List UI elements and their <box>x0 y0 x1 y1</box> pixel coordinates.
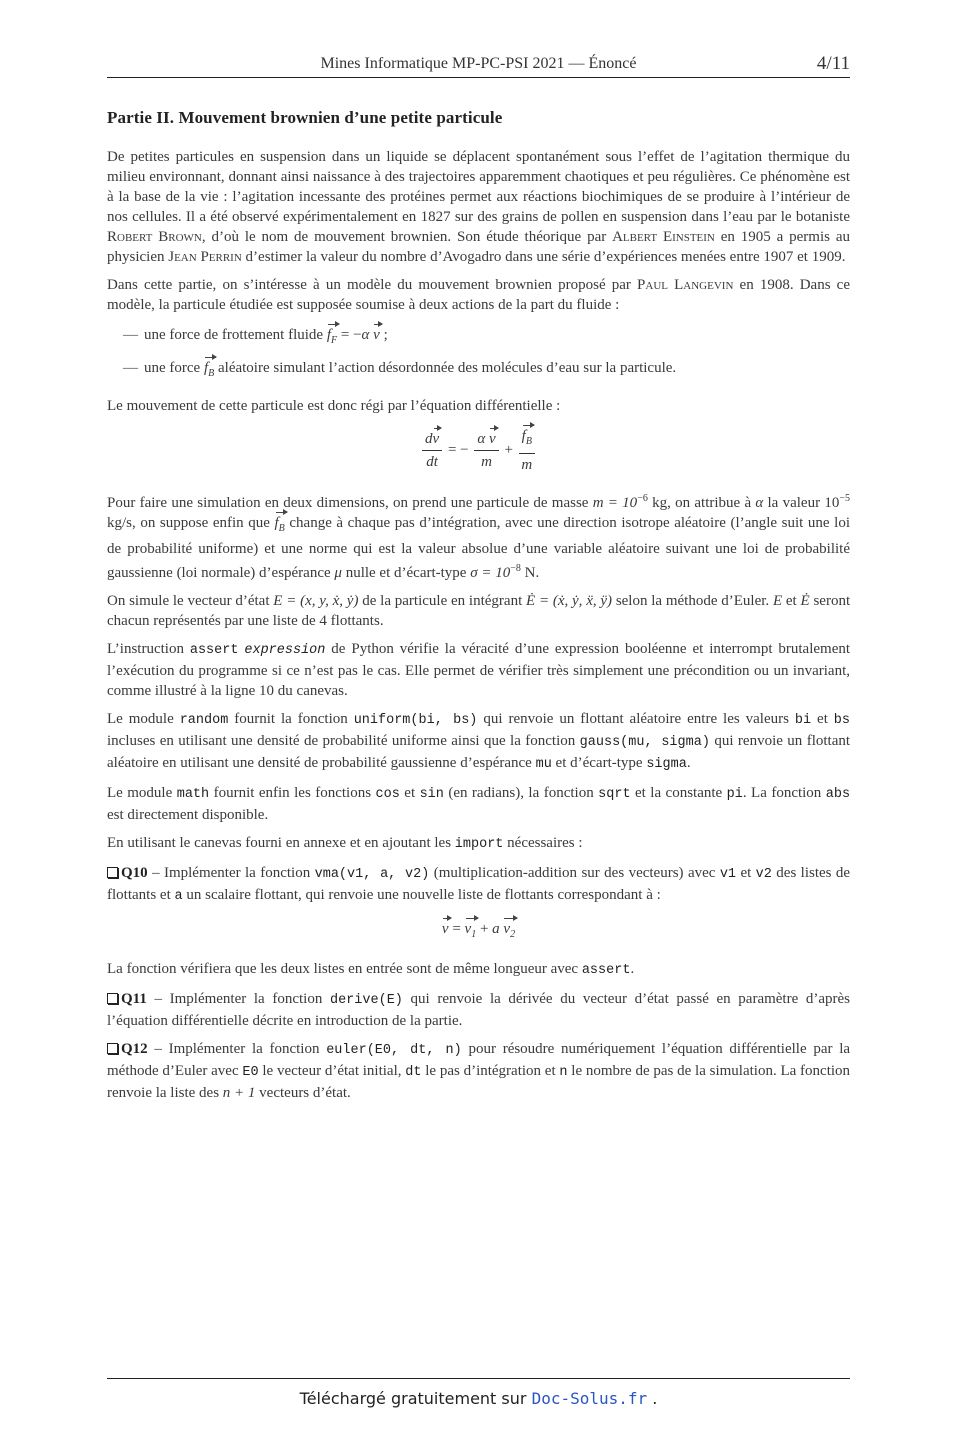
differential-equation: $\frac{dv}{dt}$ = − $\frac{\text{α v}}{m}$ + $\frac{f_B}{m}$ <box>107 426 850 475</box>
page-header <box>107 53 850 78</box>
checkbox-icon <box>107 993 118 1004</box>
checkbox-icon <box>107 1043 118 1054</box>
document-body <box>107 147 850 1111</box>
name-perrin: Jean Perrin <box>168 249 242 265</box>
checkbox-icon <box>107 867 118 878</box>
name-langevin: Paul Langevin <box>637 277 734 293</box>
header-title: Mines Informatique MP-PC-PSI 2021 — Énoncé <box>320 55 637 72</box>
paragraph-random: Le module random fournit la fonction uniform(bi, bs) qui renvoie un flottant aléatoire entre les valeurs bi et bs incluses en utilisant une densité de probabilité uniforme ainsi que la fonction gauss(mu, sigma) qui renvoie un flottant aléatoire en utilisant une densité de probabilité gaussienne d’espérance mu et d’écart-type sigma. <box>107 711 851 772</box>
question-q10: Q10 – Implémenter la fonction vma(v1, a, v2) (multiplication-addition sur des vecteurs) avec v1 et v2 des listes de flottants et a un scalaire flottant, qui renvoie une nouvelle liste de flottants correspondant à : <box>107 865 851 904</box>
vma-equation: $v = v_1 + a$ $v_2$ <box>107 919 850 945</box>
paragraph-simulation-params: Pour faire une simulation en deux dimensions, on prend une particule de masse $m = 10^{-6}$ kg, on attribue à α la valeur $10^{-5}$ kg/s, on suppose enfin que $f_B$ change à chaque pas d’intégration, avec une direction isotrope aléatoire (l’angle suit une loi de probabilité uniforme) et une norme qui est la valeur absolue d’une variable aléatoire suivant une loi de probabilité gaussienne (loi normale) d’espérance μ nulle et d’écart-type $\sigma = 10^{-8}$ N. <box>107 493 851 581</box>
paragraph-canevas: En utilisant le canevas fourni en annexe et en ajoutant les import nécessaires : <box>107 835 583 852</box>
paragraph-intro: De petites particules en suspension dans un liquide se déplacent spontanément sous l’effet de l’agitation thermique du milieu environnant, donnant ainsi naissance à des trajectoires apparemment chaotiques et peu régulières. Ce phénomène est à la base de la vie : l’agitation incessante des protéines permet aux réactions biochimiques de se produire à l’intérieur de nos cellules. Il a été observé expérimentalement en 1827 sur des grains de pollen en suspension dans l’eau par le botaniste Robert Brown, d’où le nom de mouvement brownien. Son étude théorique par Albert Einstein en 1905 a permis au physicien Jean Perrin d’estimer la valeur du nombre d’Avogadro dans une série d’expériences menées entre 1907 et 1909. <box>107 149 850 265</box>
paragraph-assert: L’instruction assert expression de Python vérifie la véracité d’une expression booléenne et interrompt brutalement l’exécution du programme si ce n’est pas le cas. Elle permet de vérifier très simplement une précondition ou un invariant, comme illustré à la ligne 10 du canevas. <box>107 641 851 699</box>
name-einstein: Albert Einstein <box>612 229 715 245</box>
vector-f-F: $f_F$ <box>327 325 337 351</box>
question-q11: Q11 – Implémenter la fonction derive(E) qui renvoie la dérivée du vecteur d’état passé en paramètre d’après l’équation différentielle décrite en introduction de la partie. <box>107 991 851 1029</box>
doc-solus-link[interactable]: Doc-Solus.fr <box>531 1389 648 1408</box>
vector-f-B: $f_B$ <box>204 358 214 384</box>
question-q12: Q12 – Implémenter la fonction euler(E0, dt, n) pour résoudre numériquement l’équation différentielle par la méthode d’Euler avec E0 le vecteur d’état initial, dt le pas d’intégration et n le nombre de pas de la simulation. La fonction renvoie la liste des n + 1 vecteurs d’état. <box>107 1041 851 1101</box>
paragraph-equation-intro: Le mouvement de cette particule est donc régi par l’équation différentielle : <box>107 398 561 414</box>
list-item: — une force de frottement fluide $f_F = -\alpha$ v ; <box>123 325 850 351</box>
name-brown: Robert Brown <box>107 229 202 245</box>
part-title: Partie II. Mouvement brownien d’une petite particule <box>107 108 503 127</box>
paragraph-state-vector: On simule le vecteur d’état E = (x, y, ẋ, ẏ) de la particule en intégrant Ė = (ẋ, ẏ, ẍ, ÿ) selon la méthode d’Euler. E et Ė seront chacun représentés par une liste de 4 flottants. <box>107 593 851 629</box>
page-footer: Téléchargé gratuitement sur Doc-Solus.fr . <box>107 1378 850 1379</box>
paragraph-vma-check: La fonction vérifiera que les deux listes en entrée sont de même longueur avec assert. <box>107 961 635 978</box>
page-number: 4/11 <box>816 53 850 74</box>
force-list <box>107 325 850 384</box>
paragraph-math: Le module math fournit enfin les fonctions cos et sin (en radians), la fonction sqrt et la constante pi. La fonction abs est directement disponible. <box>107 785 851 823</box>
list-item: — une force $f_B$ aléatoire simulant l’action désordonnée des molécules d’eau sur la particule. <box>123 358 850 384</box>
paragraph-model: Dans cette partie, on s’intéresse à un modèle du mouvement brownien proposé par Paul Langevin en 1908. Dans ce modèle, la particule étudiée est supposée soumise à deux actions de la part du fluide : <box>107 277 851 313</box>
